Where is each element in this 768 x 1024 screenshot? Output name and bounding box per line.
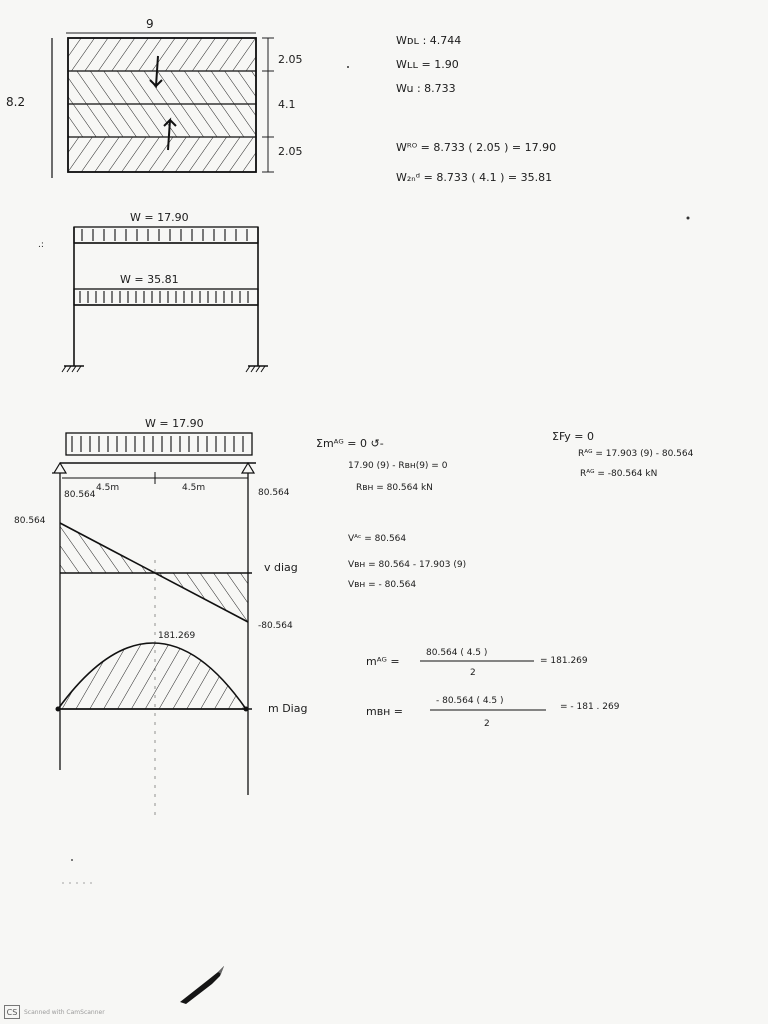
calc-mbh-label: mʙʜ = xyxy=(366,705,403,718)
scanner-watermark xyxy=(4,1005,105,1019)
dim-mid-label: 4.1 xyxy=(278,98,296,111)
fixed-support-right xyxy=(246,366,268,372)
calc-sum-moment: Σmᴬᴳ = 0 ↺- xyxy=(316,437,384,450)
dim-top-label: 2.05 xyxy=(278,53,303,66)
calc-eq4: Rᴬᴳ = -80.564 kN xyxy=(580,469,658,479)
camscanner-logo: CS xyxy=(4,1005,20,1019)
beam-load-label: W = 17.90 xyxy=(145,417,204,430)
calc-wdl: Wᴅʟ : 4.744 xyxy=(396,34,462,47)
moment-parabola xyxy=(58,643,246,709)
calc-eq2: Rʙʜ = 80.564 kN xyxy=(356,483,433,493)
calc-eq1: 17.90 (9) - Rʙʜ(9) = 0 xyxy=(348,461,448,471)
fixed-support-left xyxy=(62,366,84,372)
calc-mag-denominator: 2 xyxy=(470,668,476,678)
calc-wu: Wu : 8.733 xyxy=(396,82,456,95)
plan-span-label: 9 xyxy=(146,17,154,31)
segment-left-label: 4.5m xyxy=(96,483,120,493)
dim-bottom-label: 2.05 xyxy=(278,145,303,158)
beam-analysis xyxy=(14,417,307,815)
shear-diagram-label: v diag xyxy=(264,561,298,574)
frame-elevation xyxy=(38,211,268,372)
pen-tip-image xyxy=(178,962,230,1004)
pin-support-left xyxy=(52,463,66,473)
camscanner-caption: Scanned with CamScanner xyxy=(24,1008,105,1016)
calc-eq3: Rᴬᴳ = 17.903 (9) - 80.564 xyxy=(578,449,694,459)
calc-wll: Wʟʟ = 1.90 xyxy=(396,58,459,71)
moment-diagram-label: m Diag xyxy=(268,702,308,715)
calc-vbh1: Vʙʜ = 80.564 - 17.903 (9) xyxy=(348,560,467,570)
calc-w-2nd: W₂ₙᵈ = 8.733 ( 4.1 ) = 35.81 xyxy=(396,171,553,184)
floor-udl-block xyxy=(74,289,258,305)
reaction-calculations xyxy=(316,430,694,729)
plan-height-label: 8.2 xyxy=(6,95,26,109)
reaction-left-label: 80.564 xyxy=(64,490,96,500)
calc-mag-numerator: 80.564 ( 4.5 ) xyxy=(426,648,488,658)
pin-support-right xyxy=(242,463,254,473)
reaction-right-label: 80.564 xyxy=(258,488,290,498)
calc-sum-fy: ΣFy = 0 xyxy=(552,430,594,443)
tributary-plan xyxy=(6,17,303,178)
beam-udl-block xyxy=(66,433,252,455)
tributary-band-bottom xyxy=(68,137,256,172)
segment-right-label: 4.5m xyxy=(182,483,206,493)
tributary-band-mid-upper xyxy=(68,71,256,104)
moment-peak-label: 181.269 xyxy=(158,631,196,641)
calc-mbh-denominator: 2 xyxy=(484,719,490,729)
calc-mag-result: = 181.269 xyxy=(540,656,588,666)
tributary-band-mid-lower xyxy=(68,104,256,137)
load-floor-label: W = 35.81 xyxy=(120,273,179,286)
calc-w-roof: Wᴿᴼ = 8.733 ( 2.05 ) = 17.90 xyxy=(396,141,557,154)
load-calculations xyxy=(396,34,556,184)
svg-text:.:: .: xyxy=(38,240,44,250)
calc-mag-label: mᴬᴳ = xyxy=(366,655,400,668)
load-roof-label: W = 17.90 xyxy=(130,211,189,224)
calc-mbh-result: = - 181 . 269 xyxy=(560,702,620,712)
calc-vbh2: Vʙʜ = - 80.564 xyxy=(348,580,417,590)
tributary-band-top xyxy=(68,38,256,71)
calc-vac: Vᴬᶜ = 80.564 xyxy=(348,534,407,544)
calc-mbh-numerator: - 80.564 ( 4.5 ) xyxy=(436,696,504,706)
shear-negative-label: -80.564 xyxy=(258,621,293,631)
shear-positive-label: 80.564 xyxy=(14,516,46,526)
roof-udl-block xyxy=(74,227,258,243)
